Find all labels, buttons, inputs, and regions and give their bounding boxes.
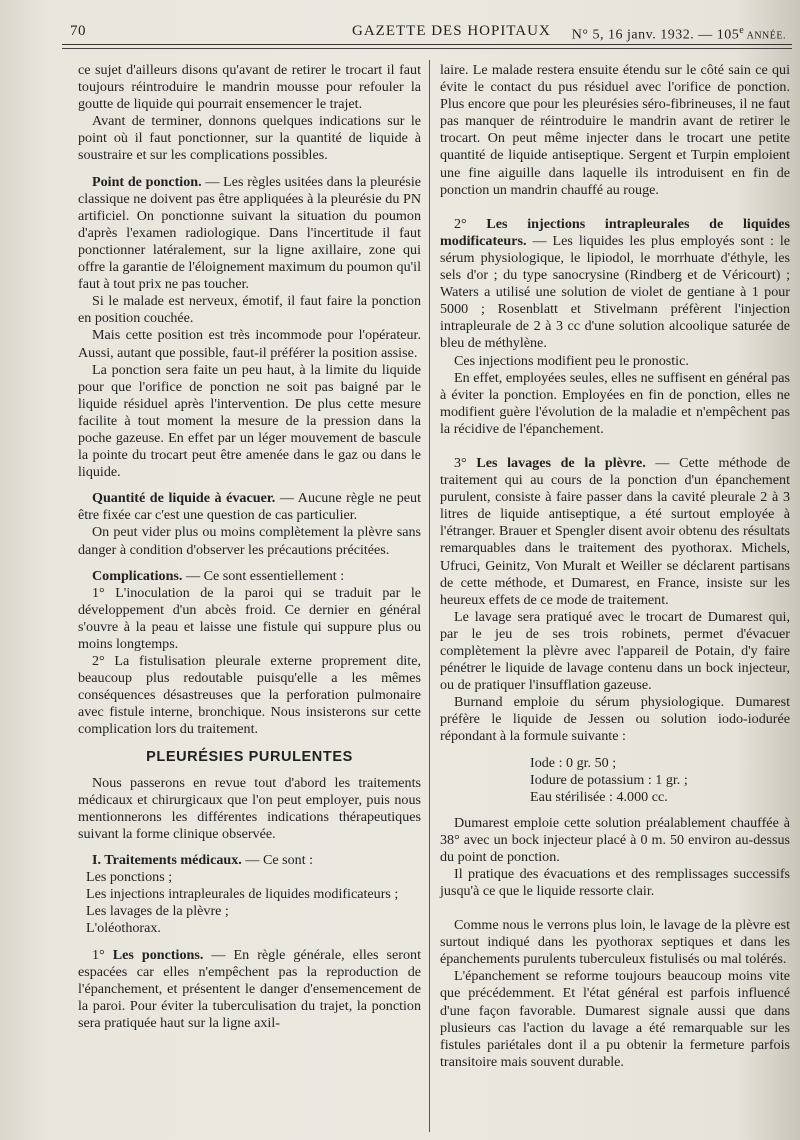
paragraph: Avant de terminer, donnons quelques indications sur le point où il faut ponctionner, sur la quantité de liquide à soustraire et sur les complications possibles. <box>78 113 421 164</box>
journal-title: GAZETTE DES HOPITAUX <box>352 23 551 39</box>
issue-date: N° 5, 16 janv. 1932. — 105 <box>571 27 740 43</box>
section-heading: Quantité de liquide à évacuer. <box>92 490 276 507</box>
header-rule-thick <box>62 44 792 45</box>
section-traitements: I. Traitements médicaux. — Ce sont : <box>92 852 314 869</box>
section-heading: Les ponctions. <box>112 946 204 963</box>
paragraph: 1° L'inoculation de la paroi qui se traduit par le développement d'un abcès froid. Ce dernier en général s'ouvre à la peau et laisse une fistule qui suppure plus ou moins longtemps. <box>78 584 421 652</box>
section-heading: Les injections intrapleurales de liquides modificateurs. <box>440 215 790 249</box>
paragraph: ce sujet d'ailleurs disons qu'avant de retirer le trocart il faut toujours réintroduire le mandrin mousse pour refouler la goutte de liquide qui pourrait ensemencer le trajet. <box>78 62 421 113</box>
paragraph: Mais cette position est très incommode pour l'opérateur. Aussi, autant que possible, faut-il préférer la position assise. <box>78 327 421 361</box>
paragraph: Dumarest emploie cette solution préalablement chauffée à 38° avec un bock injecteur placé à 0 m. 50 environ au-dessus du point de ponction. <box>440 814 790 865</box>
paragraph: Burnand emploie du sérum physiologique. Dumarest préfère le liquide de Jessen ou solution iodo-iodurée répondant à la formule suivante : <box>440 694 790 745</box>
section-heading: Les lavages de la plèvre. <box>476 454 646 471</box>
formula-line: Eau stérilisée : 4.000 cc. <box>530 788 668 805</box>
article-title: PLEURÉSIES PURULENTES <box>146 748 353 765</box>
section-heading: Point de ponction. <box>92 173 202 190</box>
column-separator <box>429 60 430 1132</box>
issue-info <box>572 23 786 44</box>
formula <box>530 755 790 806</box>
list-item: L'oléothorax. <box>86 920 161 937</box>
right-column <box>440 62 790 1071</box>
header-rule-thin <box>62 48 792 49</box>
issue-ordinal: e <box>739 25 745 36</box>
paragraph: On peut vider plus ou moins complètement la plèvre sans danger à condition d'observer les précautions précitées. <box>78 524 421 558</box>
paragraph: Il pratique des évacuations et des remplissages successifs jusqu'à ce que le liquide ressorte clair. <box>440 865 790 899</box>
list-item: Les injections intrapleurales de liquides modificateurs ; <box>86 886 399 903</box>
paragraph: laire. Le malade restera ensuite étendu sur le côté sain ce qui évite le contact du pus résiduel avec l'orifice de ponction. Plus encore que pour les pleurésies séro-fibrineuses, il ne faut pas manquer de réintroduire le mandrin avant de retirer le trocart. On peut même injecter dans le trocart une petite quantité de liquide antiseptique. Sergent et Turpin emploient une fine aiguille dans laquelle ils introduisent en fin de ponction un mandrin chauffé au rouge. <box>440 62 790 198</box>
section-quantite: Quantité de liquide à évacuer. — Aucune règle ne peut être fixée car c'est une question de cas particulier. <box>78 490 421 524</box>
section-lavages: 3° Les lavages de la plèvre. — Cette méthode de traitement qui au cours de la ponction d'un épanchement purulent, consiste à faire passer dans la cavité pleurale 2 à 3 litres de liquide antiseptique, a été surtout employée à l'étranger. Brauer et Spengler disent avoir obtenu des résultats remarquables dans le traitement des pyothorax. Michels, Ufruci, Geinitz, Von Muralt et Weiller se déclarent partisans de cette méthode, et Dumarest, en France, insiste sur les heureux effets de ce mode de traitement. <box>440 454 790 608</box>
list-item: Les lavages de la plèvre ; <box>86 903 229 920</box>
section-ponctions: 1° Les ponctions. — En règle générale, elles seront espacées car elles n'empêchent pas la reproduction de l'épanchement, et présentent le danger d'ensemencement de la paroi. Pour éviter la tuberculisation du trajet, la ponction sera pratiquée haut sur la ligne axil- <box>78 946 421 1031</box>
issue-suffix: ANNÉE. <box>744 30 786 42</box>
paragraph: Nous passerons en revue tout d'abord les traitements médicaux et chirurgicaux que l'on peut employer, puis nous mentionnerons les différentes indications thérapeutiques suivant la forme clinique observée. <box>78 774 421 842</box>
paragraph: La ponction sera faite un peu haut, à la limite du liquide pour que l'orifice de ponction ne soit pas baigné par le liquide résiduel après l'intervention. De plus cette mesure facilite à tout moment la mesure de la pression dans la poche gazeuse. En effet par un léger mouvement de bascule la pointe du trocart peut être amenée dans le gaz ou dans le liquide. <box>78 361 421 481</box>
treatment-list <box>78 869 421 937</box>
paragraph: Si le malade est nerveux, émotif, il faut faire la ponction en position couchée. <box>78 293 421 327</box>
section-heading: Complications. <box>92 567 183 584</box>
list-item: Les ponctions ; <box>86 869 173 886</box>
left-column <box>78 62 421 1032</box>
paragraph: Comme nous le verrons plus loin, le lavage de la plèvre est surtout indiqué dans les pyothorax septiques et dans les épanchements purulents tuberculeux fistulisés ou mal tolérés. <box>440 917 790 968</box>
paragraph: L'épanchement se reforme toujours beaucoup moins vite que précédemment. Et l'état général est parfois influencé d'une façon favorable. Dumarest signale aussi que dans plusieurs cas l'action du lavage a été remarquable sur les fistules pariétales dont il a pu obtenir la fermeture parfois transitoire mais souvent durable. <box>440 968 790 1070</box>
paragraph: 2° La fistulisation pleurale externe proprement dite, beaucoup plus redoutable puisqu'elle a les mêmes conséquences désastreuses que la perforation pulmonaire avec fistule interne, bronchique. Nous insisterons sur cette complication lors du traitement. <box>78 653 421 738</box>
page-number: 70 <box>70 23 86 39</box>
paragraph: En effet, employées seules, elles ne suffisent en général pas à éviter la ponction. Employées en fin de ponction, elles ne modifient guère l'évolution de la maladie et n'empêchent pas la récidive de l'épanchement. <box>440 369 790 437</box>
paragraph: Le lavage sera pratiqué avec le trocart de Dumarest qui, par le jeu de ses trois robinets, permet d'évacuer complètement la plèvre avec l'appareil de Potain, d'y faire pénétrer le liquide de lavage contenu dans un bock injecteur, ou de pratiquer l'insufflation gazeuse. <box>440 608 790 694</box>
page-header <box>62 20 786 42</box>
section-point-de-ponction: Point de ponction. — Les règles usitées dans la pleurésie classique ne doivent pas être appliquées à la pleurésie du PN artificiel. On ponctionne suivant la situation du poumon d'après l'examen radiologique. Dans l'incertitude il faut ponctionner latéralement, sur la ligne axillaire, zone qui offre la garantie de l'éloignement maximum du poumon qu'il faut à tout prix ne pas toucher. <box>78 173 421 293</box>
paragraph: Ces injections modifient peu le pronostic. <box>454 352 689 369</box>
section-complications: Complications. — Ce sont essentiellement : <box>92 567 345 584</box>
section-injections: 2° Les injections intrapleurales de liquides modificateurs. — Les liquides les plus employés sont : le sérum physiologique, le lipiodol, le morrhuate d'éthyle, les sels d'or ; du type sanocrysine (Rindberg et de Véricourt) ; Waters a utilisé une solution de violet de gentiane à 1 pour 5000 ; Rosenblatt et Stivelmann préfèrent l'injection intrapleurale de 2 à 3 cc d'une solution alcoolique saturée de bleu de méthylène. <box>440 215 790 352</box>
formula-line: Iode : 0 gr. 50 ; <box>530 754 617 771</box>
formula-line: Iodure de potassium : 1 gr. ; <box>530 771 688 788</box>
section-heading: I. Traitements médicaux. <box>92 852 242 869</box>
